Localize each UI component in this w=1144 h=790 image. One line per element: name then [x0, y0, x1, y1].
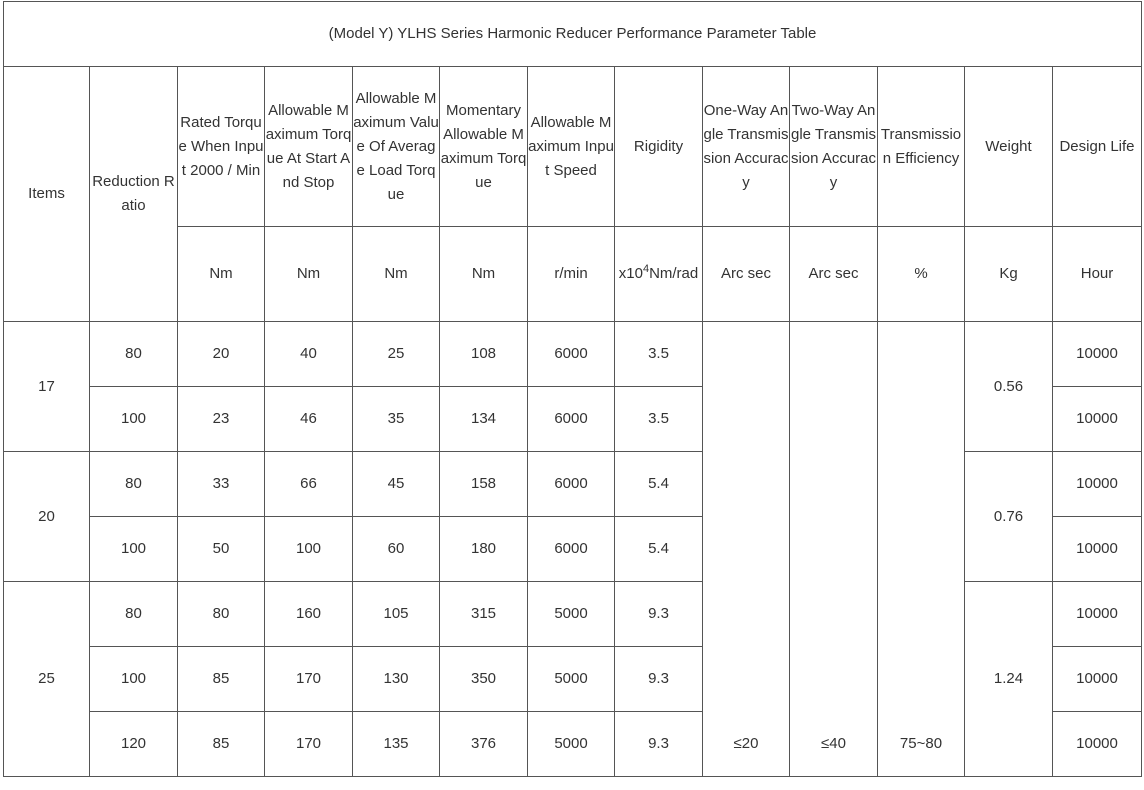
cell-efficiency: 75~80	[878, 322, 965, 777]
cell-weight: 1.24	[965, 582, 1053, 777]
header-items: Items	[4, 67, 90, 322]
cell-item: 25	[4, 582, 90, 777]
unit-one-way-accuracy: Arc sec	[703, 227, 790, 322]
cell-rated-torque: 50	[178, 517, 265, 582]
cell-max-input-speed: 6000	[528, 322, 615, 387]
cell-avg-load-torque: 105	[353, 582, 440, 647]
cell-momentary-torque: 350	[440, 647, 528, 712]
cell-design-life: 10000	[1053, 517, 1142, 582]
cell-rigidity: 3.5	[615, 387, 703, 452]
cell-avg-load-torque: 45	[353, 452, 440, 517]
cell-momentary-torque: 108	[440, 322, 528, 387]
cell-rated-torque: 85	[178, 712, 265, 777]
cell-max-input-speed: 5000	[528, 712, 615, 777]
cell-rated-torque: 85	[178, 647, 265, 712]
cell-rated-torque: 33	[178, 452, 265, 517]
cell-avg-load-torque: 130	[353, 647, 440, 712]
cell-momentary-torque: 158	[440, 452, 528, 517]
cell-design-life: 10000	[1053, 582, 1142, 647]
cell-momentary-torque: 376	[440, 712, 528, 777]
header-two-way-accuracy: Two-Way Angle Transmission Accuracy	[790, 67, 878, 227]
header-start-stop-torque: Allowable Maximum Torque At Start And Stop	[265, 67, 353, 227]
header-design-life: Design Life	[1053, 67, 1142, 227]
cell-reduction-ratio: 80	[90, 322, 178, 387]
cell-design-life: 10000	[1053, 452, 1142, 517]
header-efficiency: Transmission Efficiency	[878, 67, 965, 227]
cell-start-stop-torque: 66	[265, 452, 353, 517]
cell-design-life: 10000	[1053, 322, 1142, 387]
header-weight: Weight	[965, 67, 1053, 227]
unit-avg-load-torque: Nm	[353, 227, 440, 322]
cell-reduction-ratio: 80	[90, 452, 178, 517]
cell-reduction-ratio: 100	[90, 517, 178, 582]
unit-design-life: Hour	[1053, 227, 1142, 322]
header-avg-load-torque: Allowable Maximum Value Of Average Load Torque	[353, 67, 440, 227]
cell-reduction-ratio: 100	[90, 387, 178, 452]
unit-two-way-accuracy: Arc sec	[790, 227, 878, 322]
unit-efficiency: %	[878, 227, 965, 322]
cell-momentary-torque: 134	[440, 387, 528, 452]
cell-design-life: 10000	[1053, 712, 1142, 777]
cell-start-stop-torque: 46	[265, 387, 353, 452]
cell-avg-load-torque: 60	[353, 517, 440, 582]
table-row	[4, 322, 1142, 387]
cell-start-stop-torque: 100	[265, 517, 353, 582]
unit-start-stop-torque: Nm	[265, 227, 353, 322]
cell-reduction-ratio: 120	[90, 712, 178, 777]
header-rated-torque: Rated Torque When Input 2000 / Min	[178, 67, 265, 227]
cell-start-stop-torque: 40	[265, 322, 353, 387]
cell-rigidity: 9.3	[615, 712, 703, 777]
unit-rigidity-suffix: Nm/rad	[649, 265, 699, 282]
unit-momentary-torque: Nm	[440, 227, 528, 322]
cell-avg-load-torque: 135	[353, 712, 440, 777]
cell-start-stop-torque: 160	[265, 582, 353, 647]
unit-max-input-speed: r/min	[528, 227, 615, 322]
cell-avg-load-torque: 35	[353, 387, 440, 452]
cell-reduction-ratio: 100	[90, 647, 178, 712]
cell-max-input-speed: 5000	[528, 647, 615, 712]
header-max-input-speed: Allowable Maximum Input Speed	[528, 67, 615, 227]
cell-momentary-torque: 315	[440, 582, 528, 647]
cell-two-way-accuracy: ≤40	[790, 322, 878, 777]
cell-item: 17	[4, 322, 90, 452]
cell-design-life: 10000	[1053, 647, 1142, 712]
unit-rigidity-prefix: x10	[618, 265, 643, 282]
cell-rigidity: 5.4	[615, 517, 703, 582]
unit-rigidity-exponent: 4	[642, 263, 650, 275]
cell-start-stop-torque: 170	[265, 647, 353, 712]
cell-rigidity: 9.3	[615, 647, 703, 712]
cell-rigidity: 5.4	[615, 452, 703, 517]
table-row	[4, 452, 1142, 517]
cell-rigidity: 3.5	[615, 322, 703, 387]
cell-max-input-speed: 5000	[528, 582, 615, 647]
cell-item: 20	[4, 452, 90, 582]
cell-design-life: 10000	[1053, 387, 1142, 452]
cell-max-input-speed: 6000	[528, 387, 615, 452]
performance-parameter-table	[3, 1, 1142, 777]
cell-max-input-speed: 6000	[528, 452, 615, 517]
cell-rigidity: 9.3	[615, 582, 703, 647]
header-one-way-accuracy: One-Way Angle Transmission Accuracy	[703, 67, 790, 227]
cell-weight: 0.56	[965, 322, 1053, 452]
cell-avg-load-torque: 25	[353, 322, 440, 387]
cell-start-stop-torque: 170	[265, 712, 353, 777]
cell-rated-torque: 20	[178, 322, 265, 387]
header-reduction-ratio: Reduction Ratio	[90, 67, 178, 322]
cell-rated-torque: 23	[178, 387, 265, 452]
table-row	[4, 582, 1142, 647]
cell-momentary-torque: 180	[440, 517, 528, 582]
unit-rated-torque: Nm	[178, 227, 265, 322]
cell-one-way-accuracy: ≤20	[703, 322, 790, 777]
unit-rigidity	[615, 227, 703, 322]
table-title: (Model Y) YLHS Series Harmonic Reducer Performance Parameter Table	[4, 2, 1142, 67]
cell-rated-torque: 80	[178, 582, 265, 647]
cell-max-input-speed: 6000	[528, 517, 615, 582]
cell-reduction-ratio: 80	[90, 582, 178, 647]
unit-weight: Kg	[965, 227, 1053, 322]
header-rigidity: Rigidity	[615, 67, 703, 227]
cell-weight: 0.76	[965, 452, 1053, 582]
header-momentary-torque: Momentary Allowable Maximum Torque	[440, 67, 528, 227]
